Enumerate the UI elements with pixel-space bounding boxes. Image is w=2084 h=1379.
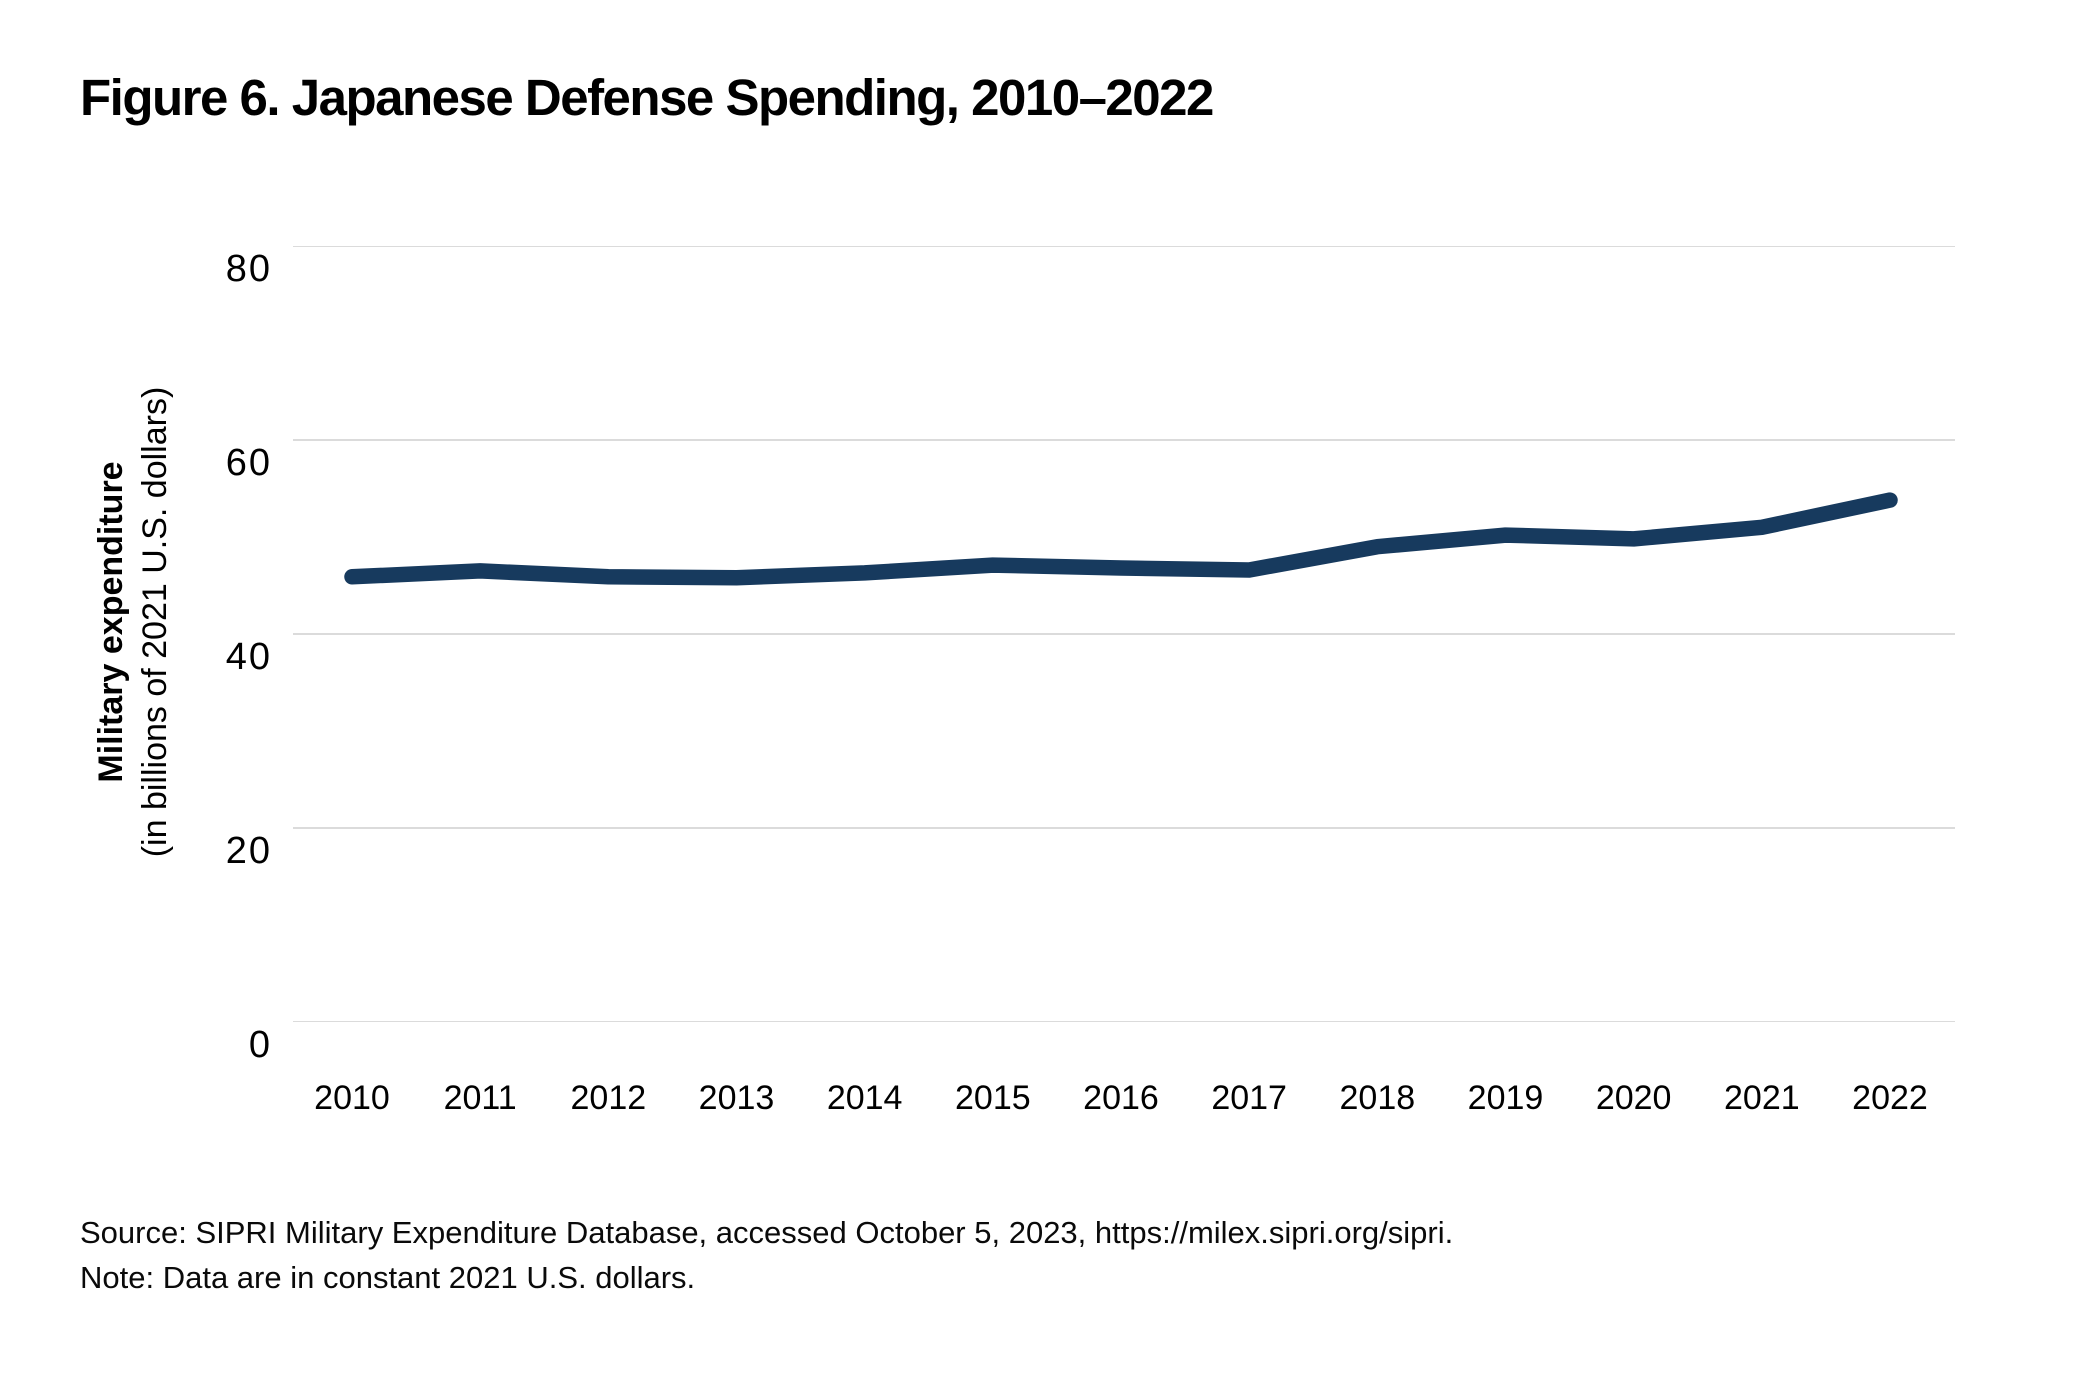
y-axis-title [89,342,177,902]
x-tick-label-2019: 2019 [1467,1079,1544,1117]
x-tick-label-2020: 2020 [1595,1079,1672,1117]
x-tick-label-2018: 2018 [1339,1079,1416,1117]
y-axis-title-main: Military expenditure [92,461,130,783]
line-chart-plot-area [293,246,1955,1022]
x-tick-label-2010: 2010 [314,1079,390,1117]
y-tick-label-60: 60 [225,442,272,484]
x-tick-label-2014: 2014 [826,1079,903,1117]
figure-caption [80,1210,1453,1300]
x-tick-label-2017: 2017 [1211,1079,1287,1117]
y-tick-label-40: 40 [225,636,272,678]
source-text: Source: SIPRI Military Expenditure Database, accessed October 5, 2023, https://milex.sipri.org/sipri. [80,1215,1454,1250]
y-tick-label-0: 0 [248,1024,272,1066]
defense-spending-line [352,500,1890,578]
y-axis-title-sub: (in billions of 2021 U.S. dollars) [136,386,174,858]
note-text: Note: Data are in constant 2021 U.S. dollars. [80,1260,696,1295]
x-tick-label-2013: 2013 [698,1079,775,1117]
x-tick-label-2012: 2012 [570,1079,647,1117]
y-tick-label-20: 20 [225,830,272,872]
x-tick-label-2015: 2015 [955,1079,1031,1117]
x-tick-label-2016: 2016 [1083,1079,1159,1117]
y-tick-label-80: 80 [225,248,272,290]
figure-title: Figure 6. Japanese Defense Spending, 2010–2022 [80,69,1213,126]
x-tick-label-2021: 2021 [1724,1079,1800,1117]
x-tick-label-2011: 2011 [443,1079,517,1117]
x-tick-label-2022: 2022 [1852,1079,1928,1117]
